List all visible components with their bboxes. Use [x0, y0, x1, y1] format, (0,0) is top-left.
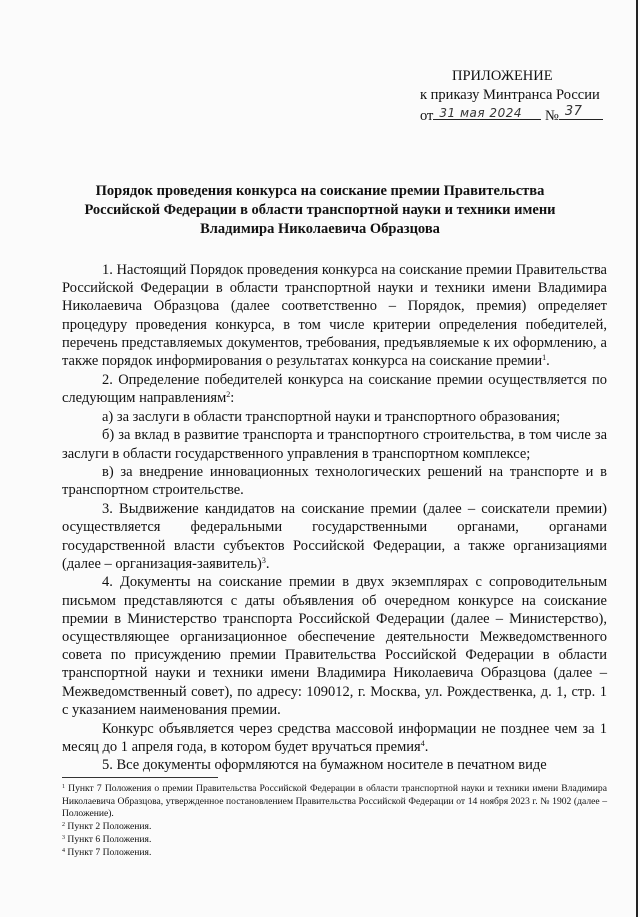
- appendix-title: ПРИЛОЖЕНИЕ: [452, 68, 553, 84]
- document-title: [60, 182, 580, 239]
- title-line-2: Российской Федерации в области транспортной науки и техники имени: [84, 202, 556, 218]
- order-reference: к приказу Минтранса России: [420, 87, 600, 103]
- title-line-1: Порядок проведения конкурса на соискание премии Правительства: [95, 183, 545, 199]
- footnote-ref-2: 2: [226, 389, 231, 399]
- title-line-3: Владимира Николаевича Образцова: [200, 221, 440, 237]
- paragraph-2: 2. Определение победителей конкурса на соискание премии осуществляется по следующим направлениям$^2$:: [62, 371, 607, 406]
- paragraph-4: 4. Документы на соискание премии в двух экземплярах с сопроводительным письмом представляются с даты объявления об очередном конкурсе на соискание премии в Министерство транспорта Российской Федерации (далее – Министерство), осуществляющее организационное обеспечение деятельности Межведомственного совета по присуждению премии Правительства Российской Федерации в области транспортной науки и техники имени Владимира Николаевича Образцова (далее – Межведомственный совет), по адресу: 109012, г. Москва, ул. Рождественка, д. 1, стр. 1 с указанием наименования премии.: [62, 574, 607, 718]
- order-date-line: [420, 105, 603, 125]
- number-field: [559, 105, 603, 120]
- handwritten-date: 31 мая 2024: [439, 106, 522, 120]
- number-prefix: №: [545, 108, 559, 124]
- footnote-ref-4: 4: [420, 738, 425, 748]
- paragraph-4b: Конкурс объявляется через средства массовой информации не позднее чем за 1 месяц до 1 апреля года, в котором будет вручаться премия$^4$.: [62, 720, 607, 755]
- footnote-2: $^2$ Пункт 2 Положения.: [62, 821, 152, 833]
- footnote-1: $^1$ Пункт 7 Положения о премии Правительства Российской Федерации в области транспортной науки и техники имени Владимира Николаевича Образцова, утвержденное постановлением Правительства Российской Федерации от 14 ноября 2023 г. № 1902 (далее – Положение).: [62, 783, 607, 820]
- footnote-separator: [62, 777, 218, 778]
- paragraph-2c: в) за внедрение инновационных технологических решений на транспорте и в транспортном строительстве.: [62, 464, 607, 499]
- handwritten-number: 37: [564, 104, 583, 119]
- date-prefix: от: [420, 108, 434, 124]
- footnote-ref-3: 3: [261, 555, 266, 565]
- document-body: [62, 261, 607, 775]
- paragraph-1: 1. Настоящий Порядок проведения конкурса на соискание премии Правительства Российской Федерации в области транспортной науки и техники имени Владимира Николаевича Образцова (далее соответственно – Порядок, премия) определяет процедуру проведения конкурса, в том числе критерии определения победителей, перечень представляемых документов, требования, предъявляемые к их оформлению, а также порядок информирования о результатах конкурса на соискание премии$^1$.: [62, 262, 607, 370]
- paragraph-2a: а) за заслуги в области транспортной науки и транспортного образования;: [102, 408, 561, 425]
- footnote-4: $^4$ Пункт 7 Положения.: [62, 846, 152, 858]
- paragraph-2b: б) за вклад в развитие транспорта и транспортного строительства, в том числе за заслуги в области государственного управления в транспортном комплексе;: [62, 427, 607, 462]
- paragraph-5: 5. Все документы оформляются на бумажном носителе в печатном виде: [102, 757, 547, 774]
- footnotes: [62, 783, 607, 859]
- footnote-ref-1: 1: [542, 353, 547, 363]
- footnote-3: $^3$ Пункт 6 Положения.: [62, 833, 152, 845]
- paragraph-3: 3. Выдвижение кандидатов на соискание премии (далее – соискатели премии) осуществляется федеральными государственными органами, органами государственной власти субъектов Российской Федерации, а также организациями (далее – организация-заявитель)$^3$.: [62, 501, 607, 572]
- scan-edge: [636, 0, 638, 917]
- date-field: [433, 105, 541, 120]
